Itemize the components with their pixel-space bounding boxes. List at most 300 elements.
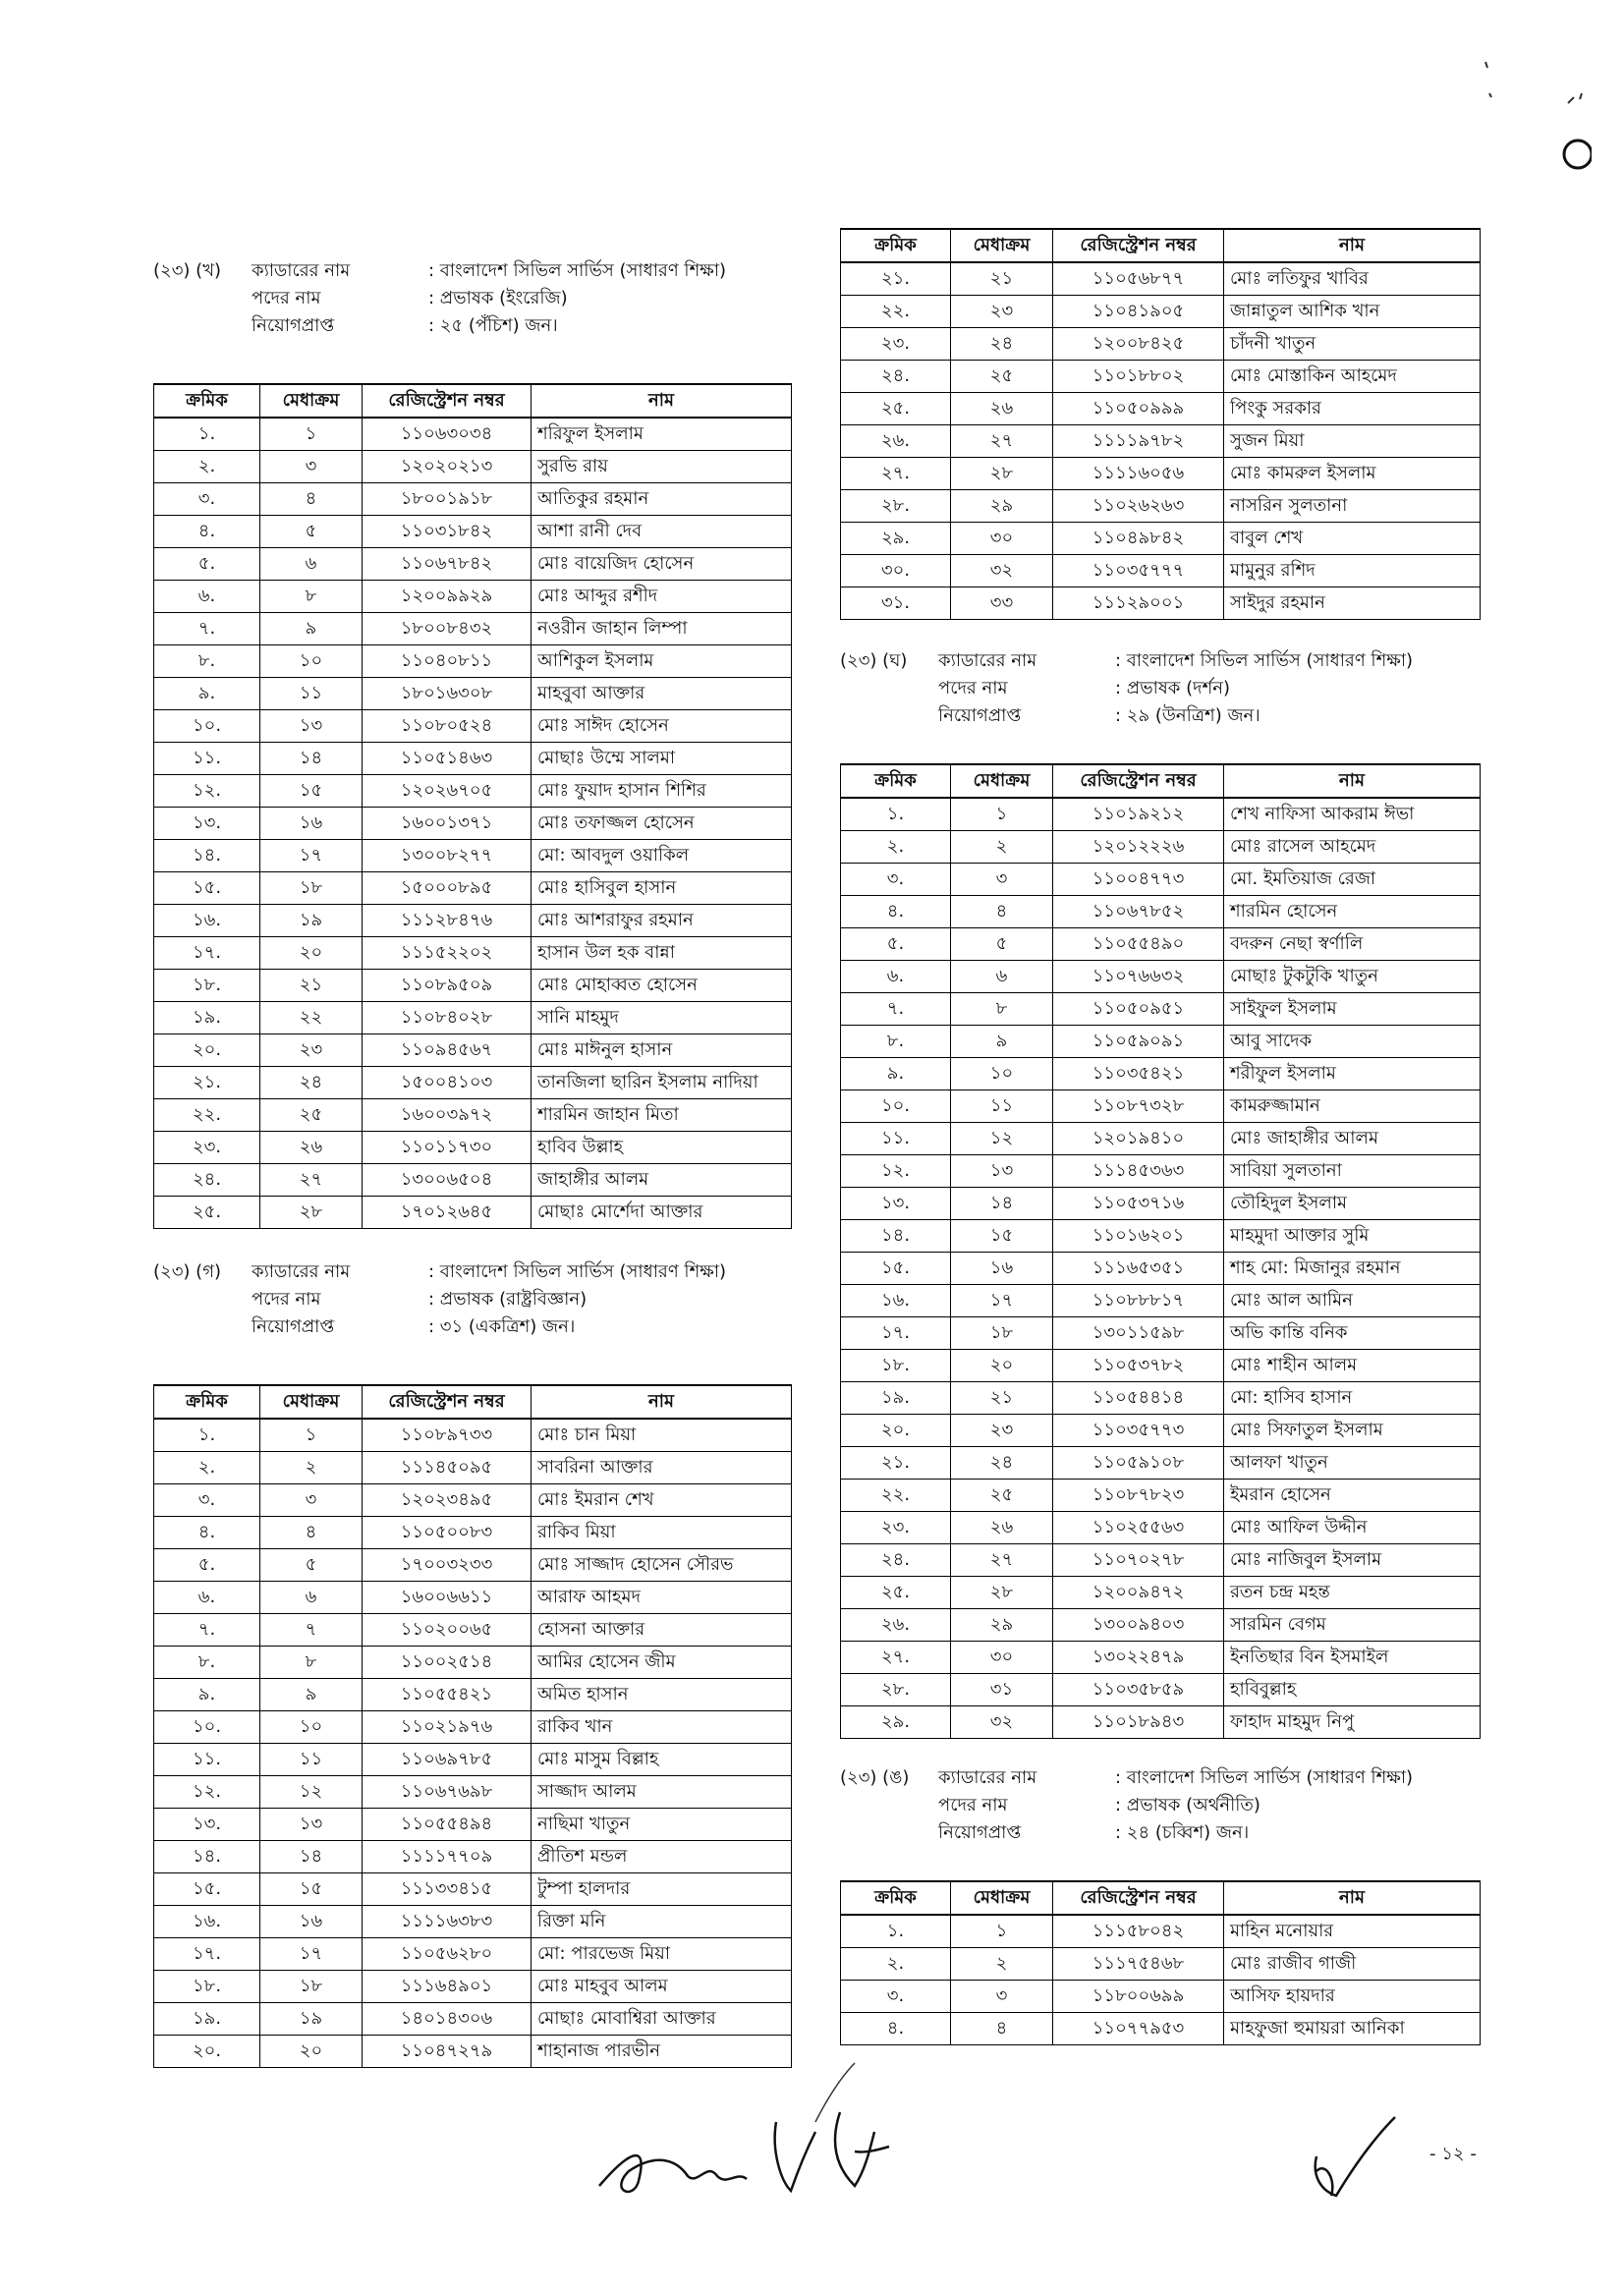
name-cell: শেখ নাফিসা আকরাম ঈভা <box>1224 798 1481 831</box>
name-cell: রিক্তা মনি <box>532 1906 792 1938</box>
name-cell: মাহিন মনোয়ার <box>1224 1915 1481 1948</box>
table-row <box>841 458 1481 490</box>
merit-cell: ২৫ <box>951 361 1053 393</box>
name-cell: মোঃ জাহাঙ্গীর আলম <box>1224 1123 1481 1155</box>
table-row <box>154 1744 792 1776</box>
reg-cell: ১৩০০৬৫০৪ <box>363 1164 532 1197</box>
reg-cell: ১১০১৮৯৪৩ <box>1053 1706 1224 1739</box>
table-row <box>841 1512 1481 1544</box>
merit-cell: ৮ <box>260 581 363 613</box>
merit-cell: ১১ <box>260 1744 363 1776</box>
reg-cell: ১১০৮৮৮১৭ <box>1053 1285 1224 1317</box>
merit-cell: ১ <box>260 418 363 451</box>
serial-cell: ৯. <box>841 1058 951 1090</box>
merit-cell: ১৩ <box>260 710 363 743</box>
merit-cell: ১ <box>951 1915 1053 1948</box>
table-row <box>841 361 1481 393</box>
serial-cell: ২২. <box>154 1099 260 1132</box>
name-cell: মোঃ মাহবুব আলম <box>532 1971 792 2003</box>
name-cell: মোঃ আশরাফুর রহমান <box>532 905 792 937</box>
table-row <box>841 864 1481 896</box>
table-row <box>841 1609 1481 1642</box>
reg-cell: ১১১৪৫৩৬৩ <box>1053 1155 1224 1188</box>
reg-cell: ১১০৪০৮১১ <box>363 645 532 678</box>
serial-cell: ১৩. <box>841 1188 951 1220</box>
table-row <box>841 1090 1481 1123</box>
name-cell: মোঃ মাঈনুল হাসান <box>532 1034 792 1067</box>
reg-cell: ১১০৩১৮৪২ <box>363 516 532 548</box>
serial-cell: ৩. <box>841 864 951 896</box>
serial-cell: ২. <box>841 831 951 864</box>
serial-cell: ২৫. <box>841 1577 951 1609</box>
serial-cell: ১৩. <box>154 1809 260 1841</box>
merit-cell: ১৭ <box>260 1938 363 1971</box>
table-row <box>154 1164 792 1197</box>
merit-cell: ২৫ <box>260 1099 363 1132</box>
serial-cell: ১০. <box>841 1090 951 1123</box>
reg-cell: ১১০৭০২৭৮ <box>1053 1544 1224 1577</box>
table-row <box>154 483 792 516</box>
serial-cell: ৫. <box>841 928 951 961</box>
reg-cell: ১১১১৬০৫৬ <box>1053 458 1224 490</box>
reg-cell: ১১০৫৫৪৯০ <box>1053 928 1224 961</box>
table-row <box>841 1447 1481 1480</box>
name-cell: মোঃ কামরুল ইসলাম <box>1224 458 1481 490</box>
merit-cell: ৯ <box>951 1026 1053 1058</box>
merit-cell: ৩ <box>951 1981 1053 2013</box>
serial-cell: ১৫. <box>841 1253 951 1285</box>
merit-cell: ৩২ <box>951 1706 1053 1739</box>
merit-cell: ১৬ <box>260 1906 363 1938</box>
table-row <box>154 1067 792 1099</box>
table-row <box>841 993 1481 1026</box>
reg-cell: ১৭০১২৬৪৫ <box>363 1197 532 1229</box>
name-cell: মাহমুদা আক্তার সুমি <box>1224 1220 1481 1253</box>
serial-cell: ১২. <box>841 1155 951 1188</box>
reg-cell: ১৭০০৩২৩৩ <box>363 1549 532 1582</box>
name-cell: মোঃ সাঈদ হোসেন <box>532 710 792 743</box>
merit-cell: ২৬ <box>951 1512 1053 1544</box>
serial-cell: ১৬. <box>154 905 260 937</box>
merit-cell: ৩১ <box>951 1674 1053 1706</box>
name-cell: চাঁদনী খাতুন <box>1224 328 1481 361</box>
table-row <box>841 1026 1481 1058</box>
name-cell: ইনতিছার বিন ইসমাইল <box>1224 1642 1481 1674</box>
merit-cell: ২৮ <box>951 458 1053 490</box>
table-row <box>154 645 792 678</box>
signature-left <box>570 2093 924 2220</box>
reg-cell: ১১০৮৯৫০৯ <box>363 970 532 1002</box>
reg-cell: ১১১১৬৩৮৩ <box>363 1906 532 1938</box>
merit-cell: ১৩ <box>260 1809 363 1841</box>
serial-cell: ২৮. <box>841 490 951 523</box>
merit-cell: ১০ <box>260 1711 363 1744</box>
table-row <box>154 1582 792 1614</box>
reg-cell: ১১০৫০৯৫১ <box>1053 993 1224 1026</box>
merit-cell: ৭ <box>260 1614 363 1647</box>
name-cell: আলফা খাতুন <box>1224 1447 1481 1480</box>
name-cell: তানজিলা ছারিন ইসলাম নাদিয়া <box>532 1067 792 1099</box>
merit-cell: ৪ <box>951 896 1053 928</box>
reg-cell: ১১০৫৯০৯১ <box>1053 1026 1224 1058</box>
serial-cell: ৩. <box>154 1484 260 1517</box>
merit-cell: ১২ <box>260 1776 363 1809</box>
table-row <box>154 678 792 710</box>
name-cell: টুম্পা হালদার <box>532 1873 792 1906</box>
serial-cell: ২৩. <box>841 328 951 361</box>
serial-cell: ১৫. <box>154 1873 260 1906</box>
reg-cell: ১১০২০০৬৫ <box>363 1614 532 1647</box>
name-cell: সাজ্জাদ আলম <box>532 1776 792 1809</box>
merit-cell: ১১ <box>260 678 363 710</box>
merit-cell: ১৯ <box>260 2003 363 2036</box>
reg-cell: ১১০৪৯৮৪২ <box>1053 523 1224 555</box>
table-row <box>154 451 792 483</box>
name-cell: মোঃ ইমরান শেখ <box>532 1484 792 1517</box>
merit-cell: ৫ <box>260 516 363 548</box>
merit-cell: ৮ <box>951 993 1053 1026</box>
name-cell: সাইদুর রহমান <box>1224 587 1481 620</box>
section-header-english: (২৩) (খ) ক্যাডারের নাম : বাংলাদেশ সিভিল সার্ভিস (সাধারণ শিক্ষা) পদের নাম : প্রভাষক (ইংরেজি) নিয়োগপ্রাপ্ত : ২৫ (পঁচিশ) জন। <box>153 260 727 336</box>
reg-cell: ১১০৩৫৭৭৩ <box>1053 1415 1224 1447</box>
name-cell: মোঃ সাজ্জাদ হোসেন সৌরভ <box>532 1549 792 1582</box>
name-cell: আমির হোসেন জীম <box>532 1647 792 1679</box>
name-cell: বাবুল শেখ <box>1224 523 1481 555</box>
reg-cell: ১১০৬৩০৩৪ <box>363 418 532 451</box>
serial-cell: ৮. <box>841 1026 951 1058</box>
serial-cell: ২৬. <box>841 1609 951 1642</box>
col-serial: ক্রমিক <box>154 384 260 418</box>
table-row <box>841 961 1481 993</box>
reg-cell: ১১০৫৩৭৮২ <box>1053 1350 1224 1382</box>
table-row <box>841 1155 1481 1188</box>
serial-cell: ২. <box>154 1452 260 1484</box>
reg-cell: ১১০১৬২০১ <box>1053 1220 1224 1253</box>
serial-cell: ২৩. <box>154 1132 260 1164</box>
serial-cell: ২. <box>154 451 260 483</box>
merit-cell: ১৫ <box>951 1220 1053 1253</box>
table-row <box>841 523 1481 555</box>
serial-cell: ৯. <box>154 678 260 710</box>
table-row <box>154 1452 792 1484</box>
name-cell: আসিফ হায়দার <box>1224 1981 1481 2013</box>
merit-cell: ২৮ <box>951 1577 1053 1609</box>
name-cell: নাছিমা খাতুন <box>532 1809 792 1841</box>
reg-cell: ১১০৮৪০২৮ <box>363 1002 532 1034</box>
table-row <box>841 1706 1481 1739</box>
reg-cell: ১২০০৯৪৭২ <box>1053 1577 1224 1609</box>
table-row <box>841 1253 1481 1285</box>
table-row <box>841 798 1481 831</box>
serial-cell: ১১. <box>154 1744 260 1776</box>
merit-cell: ২৪ <box>951 1447 1053 1480</box>
serial-cell: ২০. <box>154 1034 260 1067</box>
name-cell: আশা রানী দেব <box>532 516 792 548</box>
serial-cell: ১৪. <box>841 1220 951 1253</box>
serial-cell: ২১. <box>841 262 951 296</box>
reg-cell: ১১০১১৭৩০ <box>363 1132 532 1164</box>
name-cell: মাহবুবা আক্তার <box>532 678 792 710</box>
name-cell: জান্নাতুল আশিক খান <box>1224 296 1481 328</box>
table-row <box>154 710 792 743</box>
reg-cell: ১১১২৯০০১ <box>1053 587 1224 620</box>
name-cell: মোঃ মাসুম বিল্লাহ <box>532 1744 792 1776</box>
merit-cell: ২৭ <box>951 425 1053 458</box>
name-cell: মোঃ আব্দুর রশীদ <box>532 581 792 613</box>
name-cell: জাহাঙ্গীর আলম <box>532 1164 792 1197</box>
table-row <box>841 425 1481 458</box>
merit-cell: ৩ <box>951 864 1053 896</box>
name-cell: হাবিবুল্লাহ <box>1224 1674 1481 1706</box>
table-polsci: ক্রমিক মেধাক্রম রেজিস্ট্রেশন নম্বর নাম ১. ১ ১১০৮৯৭৩৩ মোঃ চান মিয়া ২. ২ ১১১৪৫০৯৫ সাবরিনা আক্তার ৩. ৩ ১২০২৩৪৯৫ মোঃ ইমরান শেখ ৪. ৪ ১১০৫০০৮৩ রাকিব মিয়া ৫. ৫ ১৭০০৩২৩৩ মোঃ সাজ্জাদ হোসেন সৌরভ ৬. ৬ ১৬০০৬৬১১ আরাফ আহমদ ৭. ৭ ১১০২০০৬৫ হোসনা আক্তার ৮. ৮ ১১০০২৫১৪ আমির হোসেন জীম ৯. ৯ ১১০৫৫৪২১ অমিত হাসান ১০. ১০ ১১০২১৯৭৬ রাকিব খান ১১. ১১ ১১০৬৯৭৮৫ মোঃ মাসুম বিল্লাহ ১২. ১২ ১১০৬৭৬৯৮ সাজ্জাদ আলম ১৩. ১৩ ১১০৫৫৪৯৪ নাছিমা খাতুন ১৪. ১৪ ১১১১৭৭০৯ প্রীতিশ মন্ডল ১৫. ১৫ ১১১৩৩৪১৫ টুম্পা হালদার ১৬. ১৬ ১১১১৬৩৮৩ রিক্তা মনি ১৭. ১৭ ১১০৫৬২৮০ মো: পারভেজ মিয়া ১৮. ১৮ ১১১৬৪৯০১ মোঃ মাহবুব আলম ১৯. ১৯ ১৪০১৪৩০৬ মোছাঃ মোবাশ্বিরা আক্তার ২০. ২০ ১১০৪৭২৭৯ শাহানাজ পারভীন <box>153 1384 792 2068</box>
name-cell: মো. ইমতিয়াজ রেজা <box>1224 864 1481 896</box>
name-cell: মোঃ সিফাতুল ইসলাম <box>1224 1415 1481 1447</box>
merit-cell: ৯ <box>260 1679 363 1711</box>
merit-cell: ৪ <box>260 1517 363 1549</box>
merit-cell: ১০ <box>260 645 363 678</box>
reg-cell: ১১০৫৩৭১৬ <box>1053 1188 1224 1220</box>
serial-cell: ৩. <box>154 483 260 516</box>
table-row <box>841 1642 1481 1674</box>
name-cell: মো: আবদুল ওয়াকিল <box>532 840 792 872</box>
merit-cell: ৮ <box>260 1647 363 1679</box>
name-cell: মোঃ আফিল উদ্দীন <box>1224 1512 1481 1544</box>
table-row <box>154 1197 792 1229</box>
table-row <box>841 2013 1481 2045</box>
merit-cell: ২৭ <box>951 1544 1053 1577</box>
reg-cell: ১১০৫৯১০৮ <box>1053 1447 1224 1480</box>
table-row <box>154 2003 792 2036</box>
name-cell: মোঃ রাজীব গাজী <box>1224 1948 1481 1981</box>
reg-cell: ১৬০০১৩৭১ <box>363 808 532 840</box>
table-row <box>841 587 1481 620</box>
name-cell: হোসনা আক্তার <box>532 1614 792 1647</box>
serial-cell: ২৫. <box>154 1197 260 1229</box>
serial-cell: ১৩. <box>154 808 260 840</box>
serial-cell: ৪. <box>154 1517 260 1549</box>
reg-cell: ১২০০৯৯২৯ <box>363 581 532 613</box>
table-row <box>841 1123 1481 1155</box>
reg-cell: ১৮০০১৯১৮ <box>363 483 532 516</box>
reg-cell: ১১০৭৬৬৩২ <box>1053 961 1224 993</box>
name-cell: অমিত হাসান <box>532 1679 792 1711</box>
serial-cell: ২২. <box>841 296 951 328</box>
reg-cell: ১১০৭৭৯৫৩ <box>1053 2013 1224 2045</box>
table-row <box>154 937 792 970</box>
reg-cell: ১১০৫১৪৬৩ <box>363 743 532 775</box>
merit-cell: ১০ <box>951 1058 1053 1090</box>
serial-cell: ১. <box>154 1419 260 1452</box>
name-cell: শরীফুল ইসলাম <box>1224 1058 1481 1090</box>
reg-cell: ১১১৫৮০৪২ <box>1053 1915 1224 1948</box>
reg-cell: ১৩০০৯৪০৩ <box>1053 1609 1224 1642</box>
reg-cell: ১৬০০৩৯৭২ <box>363 1099 532 1132</box>
name-cell: রাকিব মিয়া <box>532 1517 792 1549</box>
reg-cell: ১১১৩৩৪১৫ <box>363 1873 532 1906</box>
merit-cell: ১৯ <box>260 905 363 937</box>
left-column <box>153 257 792 2068</box>
serial-cell: ১১. <box>154 743 260 775</box>
merit-cell: ১ <box>260 1419 363 1452</box>
name-cell: মোছাঃ টুকটুকি খাতুন <box>1224 961 1481 993</box>
serial-cell: ১৯. <box>841 1382 951 1415</box>
margin-check-mark <box>806 2053 865 2132</box>
serial-cell: ২৬. <box>841 425 951 458</box>
name-cell: সাবরিনা আক্তার <box>532 1452 792 1484</box>
col-name: নাম <box>532 384 792 418</box>
merit-cell: ১ <box>951 798 1053 831</box>
merit-cell: ১২ <box>951 1123 1053 1155</box>
name-cell: ফাহাদ মাহমুদ নিপু <box>1224 1706 1481 1739</box>
col-merit: মেধাক্রম <box>260 384 363 418</box>
table-row <box>841 896 1481 928</box>
serial-cell: ৭. <box>154 1614 260 1647</box>
name-cell: মোঃ শাহীন আলম <box>1224 1350 1481 1382</box>
name-cell: মো: হাসিব হাসান <box>1224 1382 1481 1415</box>
serial-cell: ১. <box>154 418 260 451</box>
serial-cell: ১৬. <box>841 1285 951 1317</box>
name-cell: নওরীন জাহান লিম্পা <box>532 613 792 645</box>
name-cell: মোঃ বায়েজিদ হোসেন <box>532 548 792 581</box>
reg-cell: ১১১৫২২০২ <box>363 937 532 970</box>
merit-cell: ১৮ <box>260 872 363 905</box>
name-cell: মোছাঃ মোর্শেদা আক্তার <box>532 1197 792 1229</box>
table-row <box>154 905 792 937</box>
reg-cell: ১১০৩৫৮৫৯ <box>1053 1674 1224 1706</box>
serial-cell: ৪. <box>841 896 951 928</box>
name-cell: মামুনুর রশিদ <box>1224 555 1481 587</box>
reg-cell: ১২০১৯৪১০ <box>1053 1123 1224 1155</box>
reg-cell: ১১০২১৯৭৬ <box>363 1711 532 1744</box>
serial-cell: ৮. <box>154 1647 260 1679</box>
serial-cell: ২৩. <box>841 1512 951 1544</box>
serial-cell: ১০. <box>154 1711 260 1744</box>
table-row <box>154 1484 792 1517</box>
merit-cell: ৪ <box>260 483 363 516</box>
merit-cell: ২৩ <box>951 296 1053 328</box>
serial-cell: ১৭. <box>154 1938 260 1971</box>
merit-cell: ২৬ <box>951 393 1053 425</box>
table-row <box>841 490 1481 523</box>
merit-cell: ৫ <box>951 928 1053 961</box>
serial-cell: ৭. <box>841 993 951 1026</box>
merit-cell: ১৬ <box>260 808 363 840</box>
reg-cell: ১২০১২২২৬ <box>1053 831 1224 864</box>
merit-cell: ২৯ <box>951 490 1053 523</box>
name-cell: শাহানাজ পারভীন <box>532 2036 792 2068</box>
serial-cell: ২৪. <box>841 1544 951 1577</box>
reg-cell: ১১০৩৫৭৭৭ <box>1053 555 1224 587</box>
table-row <box>154 516 792 548</box>
reg-cell: ১১০৪১৯০৫ <box>1053 296 1224 328</box>
table-row <box>841 928 1481 961</box>
merit-cell: ২২ <box>260 1002 363 1034</box>
name-cell: আরাফ আহমদ <box>532 1582 792 1614</box>
reg-cell: ১১০০২৫১৪ <box>363 1647 532 1679</box>
serial-cell: ২০. <box>841 1415 951 1447</box>
merit-cell: ২০ <box>260 937 363 970</box>
name-cell: আবু সাদেক <box>1224 1026 1481 1058</box>
serial-cell: ১২. <box>154 775 260 808</box>
name-cell: রাকিব খান <box>532 1711 792 1744</box>
merit-cell: ৬ <box>260 548 363 581</box>
serial-cell: ১৮. <box>154 970 260 1002</box>
reg-cell: ১১০৫৫৪৯৪ <box>363 1809 532 1841</box>
merit-cell: ২ <box>260 1452 363 1484</box>
reg-cell: ১১০৯৪৫৬৭ <box>363 1034 532 1067</box>
name-cell: হাসান উল হক বান্না <box>532 937 792 970</box>
name-cell: সারমিন বেগম <box>1224 1609 1481 1642</box>
table-row <box>841 1415 1481 1447</box>
reg-cell: ১১০৬৯৭৮৫ <box>363 1744 532 1776</box>
reg-cell: ১১০৮৭৮২৩ <box>1053 1480 1224 1512</box>
serial-cell: ২১. <box>154 1067 260 1099</box>
serial-cell: ৮. <box>154 645 260 678</box>
name-cell: মোঃ আল আমিন <box>1224 1285 1481 1317</box>
reg-cell: ১৩০১১৫৯৮ <box>1053 1317 1224 1350</box>
serial-cell: ১৮. <box>841 1350 951 1382</box>
table-row <box>154 1776 792 1809</box>
serial-cell: ১৭. <box>154 937 260 970</box>
merit-cell: ৩৩ <box>951 587 1053 620</box>
reg-cell: ১১০৮৭৩২৮ <box>1053 1090 1224 1123</box>
serial-cell: ৪. <box>154 516 260 548</box>
reg-cell: ১১১১৭৭০৯ <box>363 1841 532 1873</box>
serial-cell: ২৭. <box>841 458 951 490</box>
table-row <box>841 1382 1481 1415</box>
reg-cell: ১১০১৮৮০২ <box>1053 361 1224 393</box>
reg-cell: ১১০৬৭৮৪২ <box>363 548 532 581</box>
reg-cell: ১১০৬৭৬৯৮ <box>363 1776 532 1809</box>
merit-cell: ১৭ <box>951 1285 1053 1317</box>
section-header-philosophy: (২৩) (ঘ) ক্যাডারের নাম : বাংলাদেশ সিভিল সার্ভিস (সাধারণ শিক্ষা) পদের নাম : প্রভাষক (দর্শন) নিয়োগপ্রাপ্ত : ২৯ (উনত্রিশ) জন। <box>840 650 1414 726</box>
table-row <box>841 1058 1481 1090</box>
table-row <box>841 1188 1481 1220</box>
merit-cell: ৬ <box>951 961 1053 993</box>
serial-cell: ৩. <box>841 1981 951 2013</box>
reg-cell: ১১০৫০০৮৩ <box>363 1517 532 1549</box>
serial-cell: ২৯. <box>841 1706 951 1739</box>
table-row <box>154 1132 792 1164</box>
name-cell: শারমিন জাহান মিতা <box>532 1099 792 1132</box>
serial-cell: ১৯. <box>154 2003 260 2036</box>
table-row <box>154 1002 792 1034</box>
table-row <box>154 1419 792 1452</box>
merit-cell: ১৫ <box>260 1873 363 1906</box>
reg-cell: ১৫০০০৮৯৫ <box>363 872 532 905</box>
merit-cell: ২৩ <box>951 1415 1053 1447</box>
merit-cell: ২০ <box>260 2036 363 2068</box>
merit-cell: ৪ <box>951 2013 1053 2045</box>
name-cell: মোঃ চান মিয়া <box>532 1419 792 1452</box>
table-row <box>841 1577 1481 1609</box>
merit-cell: ৩ <box>260 451 363 483</box>
name-cell: মোঃ মোহাব্বত হোসেন <box>532 970 792 1002</box>
merit-cell: ১৬ <box>951 1253 1053 1285</box>
table-row <box>154 840 792 872</box>
table-row <box>841 262 1481 296</box>
serial-cell: ১৪. <box>154 1841 260 1873</box>
merit-cell: ২ <box>951 831 1053 864</box>
name-cell: নাসরিন সুলতানা <box>1224 490 1481 523</box>
reg-cell: ১৮০০৮৪৩২ <box>363 613 532 645</box>
serial-cell: ২৭. <box>841 1642 951 1674</box>
reg-cell: ১১৮০০৬৯৯ <box>1053 1981 1224 2013</box>
serial-cell: ২১. <box>841 1447 951 1480</box>
reg-cell: ১১০৫৪৪১৪ <box>1053 1382 1224 1415</box>
table-row <box>841 1981 1481 2013</box>
table-row <box>841 1350 1481 1382</box>
